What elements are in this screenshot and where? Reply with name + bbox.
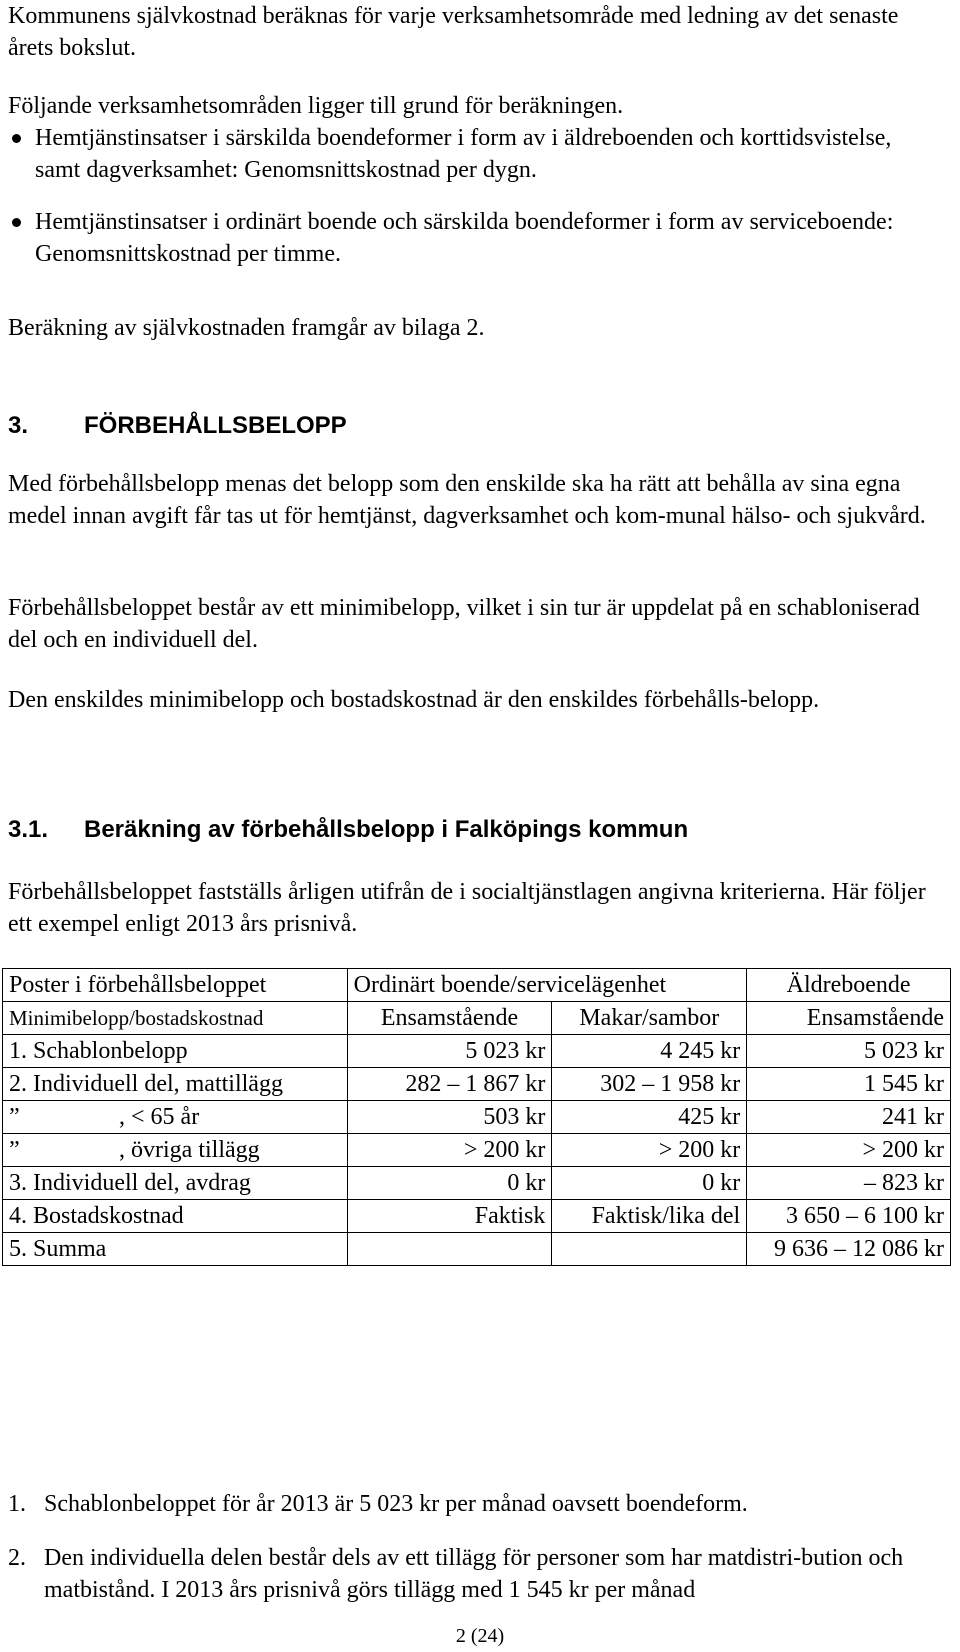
table-cell: [347, 1233, 552, 1266]
ditto-mark: ”: [9, 1104, 20, 1130]
table-header-row: [3, 969, 951, 1002]
footnote-text: Den individuella delen består dels av ett tillägg för personer som har matdistri-bution och matbistånd. I 2013 års prisnivå görs tillägg med 1 545 kr per månad: [44, 1545, 904, 1603]
table-cell: > 200 kr: [347, 1134, 552, 1167]
table-cell: 0 kr: [552, 1167, 747, 1200]
table-cell: – 823 kr: [747, 1167, 951, 1200]
table-cell: 425 kr: [552, 1101, 747, 1134]
section-3-paragraph-1: Med förbehållsbelopp menas det belopp som den enskilde ska ha rätt att behålla av sina egna medel innan avgift får tas ut för hemtjänst, dagverksamhet och kom-munal hälso- och sjukvård.: [8, 471, 926, 529]
reservation-amount-table: [2, 968, 951, 1266]
page-number: 2 (24): [455, 1625, 505, 1647]
table-row: [3, 1200, 951, 1233]
table-header-cell: Makar/sambor: [552, 1002, 747, 1035]
table-header-cell: Äldreboende: [747, 969, 951, 1002]
table-cell: 503 kr: [347, 1101, 552, 1134]
table-cell: 0 kr: [347, 1167, 552, 1200]
table-cell: 9 636 – 12 086 kr: [747, 1233, 951, 1266]
table-cell: 3. Individuell del, avdrag: [3, 1167, 348, 1200]
intro-paragraph-1: Kommunens självkostnad beräknas för varje verksamhetsområde med ledning av det senaste årets bokslut.: [8, 3, 899, 61]
table-cell: [3, 1134, 348, 1167]
section-3-paragraph-3: Den enskildes minimibelopp och bostadskostnad är den enskildes förbehålls-belopp.: [8, 687, 820, 713]
bullet-text: Hemtjänstinsatser i ordinärt boende och särskilda boendeformer i form av serviceboende: Genomsnittskostnad per timme.: [35, 209, 894, 267]
footnote-text: Schablonbeloppet för år 2013 är 5 023 kr per månad oavsett boendeform.: [44, 1491, 748, 1517]
section-3-heading: [8, 410, 347, 442]
table-cell: > 200 kr: [552, 1134, 747, 1167]
section-3-title: FÖRBEHÅLLSBELOPP: [84, 412, 347, 439]
table-cell: Faktisk: [347, 1200, 552, 1233]
table-header-cell: Minimibelopp/bostadskostnad: [3, 1002, 348, 1035]
table-cell: 2. Individuell del, mattillägg: [3, 1068, 348, 1101]
table-row: [3, 1233, 951, 1266]
footnote-item: [8, 1488, 930, 1520]
bullet-icon: [12, 134, 21, 143]
table-cell: 282 – 1 867 kr: [347, 1068, 552, 1101]
row-label: , < 65 år: [119, 1104, 200, 1130]
footnote-number: 1.: [8, 1491, 26, 1517]
table-row: [3, 1101, 951, 1134]
bullet-item: [8, 122, 930, 186]
table-cell: [3, 1101, 348, 1134]
intro-paragraph-2: Följande verksamhetsområden ligger till grund för beräkningen.: [8, 93, 624, 119]
section-3-1-paragraph: Förbehållsbeloppet fastställs årligen utifrån de i socialtjänstlagen angivna kriterierna. Här följer ett exempel enligt 2013 års prisnivå.: [8, 879, 926, 937]
table-row: [3, 1068, 951, 1101]
table-cell: > 200 kr: [747, 1134, 951, 1167]
table-header-cell: Ensamstående: [747, 1002, 951, 1035]
table-cell: 241 kr: [747, 1101, 951, 1134]
footnote-item: [8, 1542, 930, 1606]
ditto-mark: ”: [9, 1137, 20, 1163]
bullet-list: [8, 122, 930, 270]
section-3-1-title: Beräkning av förbehållsbelopp i Falköpings kommun: [84, 816, 689, 843]
section-3-number: 3.: [8, 412, 29, 439]
table-cell: 5 023 kr: [347, 1035, 552, 1068]
footnote-number: 2.: [8, 1545, 26, 1571]
bullet-icon: [12, 218, 21, 227]
table-cell: 1. Schablonbelopp: [3, 1035, 348, 1068]
table-row: [3, 1134, 951, 1167]
intro-paragraph-3: Beräkning av självkostnaden framgår av bilaga 2.: [8, 315, 485, 341]
table-cell: 302 – 1 958 kr: [552, 1068, 747, 1101]
bullet-text: Hemtjänstinsatser i särskilda boendeformer i form av i äldreboenden och korttidsvistelse, samt dagverksamhet: Genomsnittskostnad per dygn.: [35, 125, 892, 183]
section-3-paragraph-2: Förbehållsbeloppet består av ett minimibelopp, vilket i sin tur är uppdelat på en schabloniserad del och en individuell del.: [8, 595, 920, 653]
row-label: , övriga tillägg: [119, 1137, 260, 1163]
table-cell: 4 245 kr: [552, 1035, 747, 1068]
table-header-cell: Poster i förbehållsbeloppet: [3, 969, 348, 1002]
table-cell: [552, 1233, 747, 1266]
table-header-cell: Ordinärt boende/servicelägenhet: [347, 969, 747, 1002]
section-3-1-number: 3.1.: [8, 816, 49, 843]
table-row: [3, 1167, 951, 1200]
table-cell: 5 023 kr: [747, 1035, 951, 1068]
table-cell: 1 545 kr: [747, 1068, 951, 1101]
bullet-item: [8, 206, 930, 270]
table-cell: 5. Summa: [3, 1233, 348, 1266]
table-cell: 3 650 – 6 100 kr: [747, 1200, 951, 1233]
table-header-cell: Ensamstående: [347, 1002, 552, 1035]
section-3-1-heading: [8, 814, 688, 846]
footnote-list: [8, 1488, 930, 1606]
table-cell: Faktisk/lika del: [552, 1200, 747, 1233]
table-row: [3, 1035, 951, 1068]
table-subheader-row: [3, 1002, 951, 1035]
table-cell: 4. Bostadskostnad: [3, 1200, 348, 1233]
